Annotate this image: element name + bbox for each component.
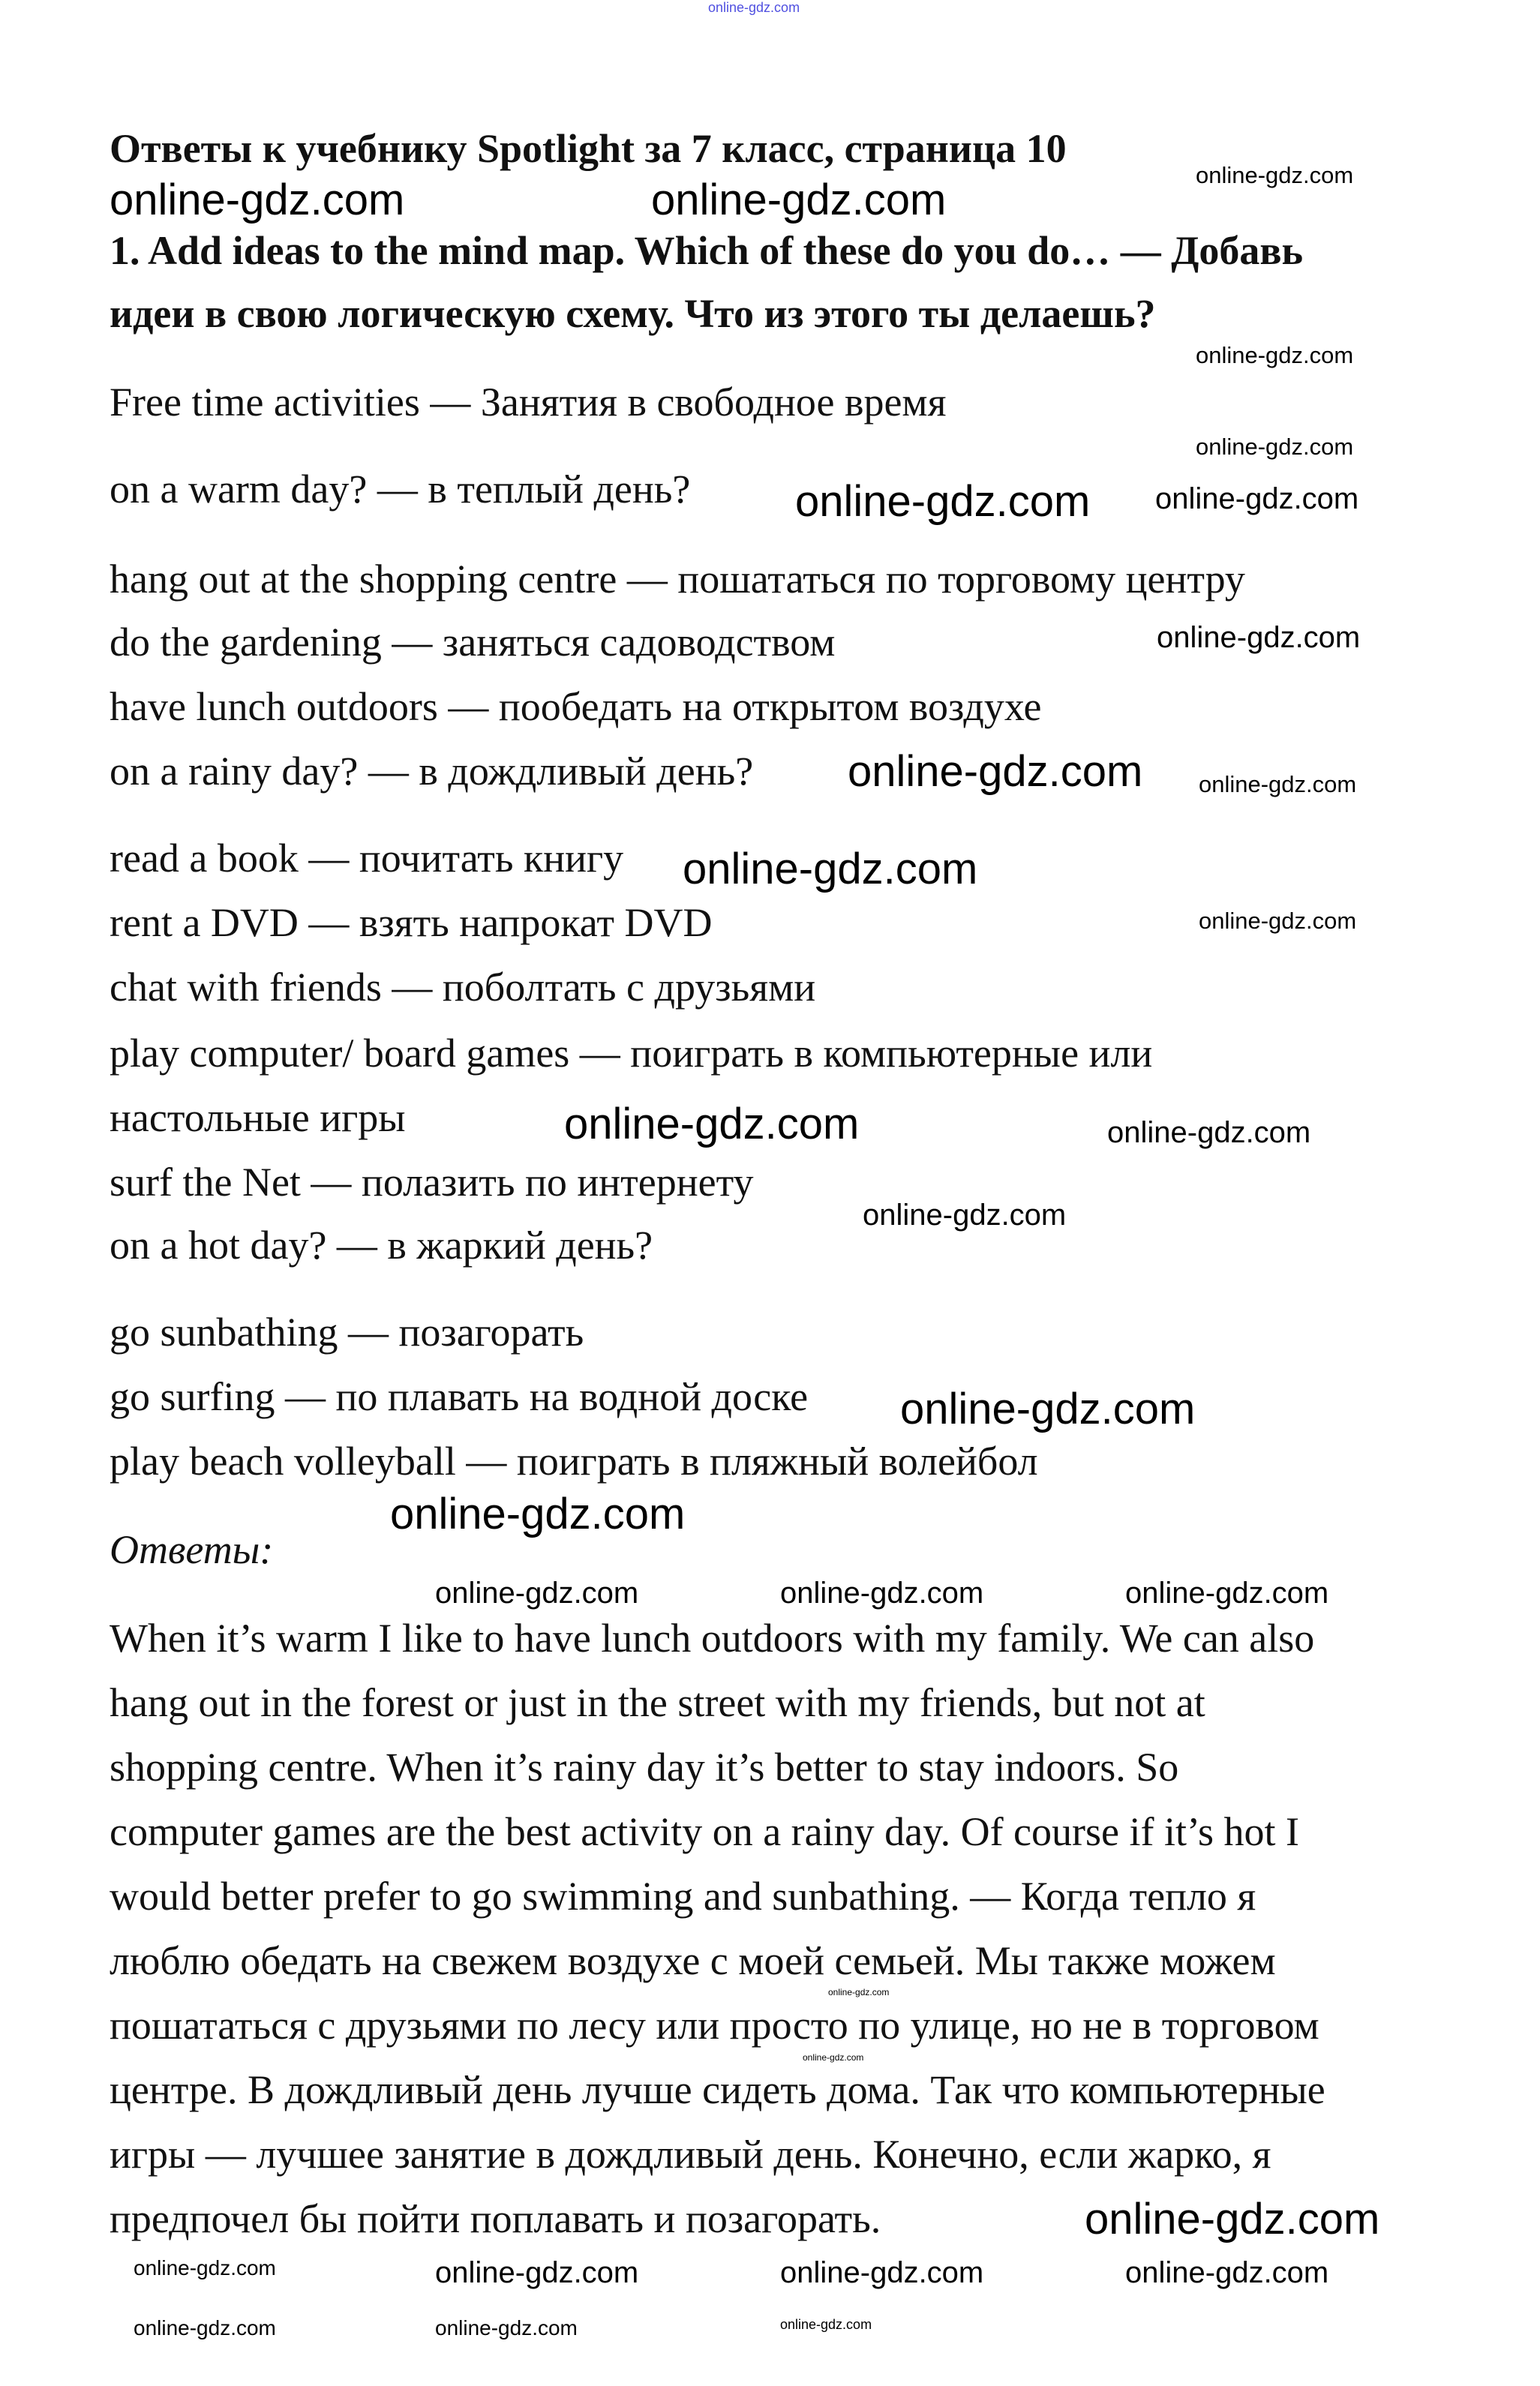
watermark: online-gdz.com (780, 1577, 984, 1610)
watermark: online-gdz.com (134, 2316, 276, 2339)
page-title: Ответы к учебнику Spotlight за 7 класс, страница 10 (110, 126, 1067, 171)
watermark: online-gdz.com (848, 747, 1143, 796)
vocab-line: настольные игры (110, 1095, 406, 1140)
answer-line: центре. В дождливый день лучше сидеть дома. Так что компьютерные (110, 2067, 1325, 2112)
answer-line: предпочел бы пойти поплавать и позагорать. (110, 2196, 881, 2241)
watermark: online-gdz.com (1196, 434, 1354, 460)
vocab-line: on a warm day? — в теплый день? (110, 467, 691, 512)
watermark: online-gdz.com (435, 2256, 639, 2289)
watermark: online-gdz.com (1196, 162, 1354, 188)
vocab-line: on a hot day? — в жаркий день? (110, 1223, 653, 1268)
answer-line: shopping centre. When it’s rainy day it’s better to stay indoors. So (110, 1745, 1179, 1790)
answer-line: пошататься с друзьями по лесу или просто по улице, но не в торговом (110, 2003, 1319, 2048)
vocab-line: play computer/ board games — поиграть в компьютерные или (110, 1031, 1153, 1076)
vocab-line: on a rainy day? — в дождливый день? (110, 749, 754, 794)
watermark: online-gdz.com (134, 2256, 276, 2279)
vocab-line: play beach volleyball — поиграть в пляжный волейбол (110, 1439, 1038, 1484)
watermark: online-gdz.com (1199, 908, 1357, 934)
watermark: online-gdz.com (780, 2317, 872, 2332)
watermark: online-gdz.com (1125, 2256, 1329, 2289)
watermark: online-gdz.com (110, 176, 405, 224)
watermark: online-gdz.com (1125, 1577, 1329, 1610)
watermark: online-gdz.com (795, 477, 1091, 526)
answers-label: Ответы: (110, 1527, 274, 1572)
watermark: online-gdz.com (435, 1577, 639, 1610)
vocab-line: do the gardening — заняться садоводством (110, 620, 836, 665)
vocab-line: go sunbathing — позагорать (110, 1310, 584, 1355)
watermark: online-gdz.com (803, 2052, 864, 2063)
vocab-line: have lunch outdoors — пообедать на открытом воздухе (110, 684, 1042, 729)
task-heading-line-1: 1. Add ideas to the mind map. Which of these do you do… — Добавь (110, 228, 1304, 273)
vocab-line: go surfing — по плавать на водной доске (110, 1374, 809, 1419)
watermark: online-gdz.com (863, 1199, 1067, 1232)
watermark: online-gdz.com (435, 2316, 578, 2339)
watermark: online-gdz.com (1199, 771, 1357, 797)
watermark: online-gdz.com (390, 1490, 686, 1538)
watermark: online-gdz.com (828, 1987, 890, 1997)
answer-line: hang out in the forest or just in the street with my friends, but not at (110, 1680, 1205, 1725)
vocab-line: read a book — почитать книгу (110, 836, 624, 881)
watermark: online-gdz.com (1196, 342, 1354, 368)
watermark: online-gdz.com (564, 1100, 860, 1148)
watermark: online-gdz.com (780, 2256, 984, 2289)
watermark: online-gdz.com (1107, 1116, 1311, 1149)
vocab-line: Free time activities — Занятия в свободное время (110, 380, 947, 425)
watermark: online-gdz.com (900, 1385, 1196, 1433)
watermark: online-gdz.com (1085, 2195, 1380, 2243)
vocab-line: rent a DVD — взять напрокат DVD (110, 900, 713, 945)
watermark: online-gdz.com (1155, 482, 1359, 515)
answer-line: When it’s warm I like to have lunch outdoors with my family. We can also (110, 1616, 1315, 1661)
answer-line: игры — лучшее занятие в дождливый день. Конечно, если жарко, я (110, 2132, 1271, 2177)
watermark: online-gdz.com (683, 845, 978, 893)
vocab-line: chat with friends — поболтать с друзьями (110, 965, 816, 1010)
watermark: online-gdz.com (708, 0, 800, 15)
watermark: online-gdz.com (1157, 621, 1361, 654)
answer-line: люблю обедать на свежем воздухе с моей семьей. Мы также можем (110, 1938, 1276, 1983)
watermark: online-gdz.com (651, 176, 947, 224)
vocab-line: surf the Net — полазить по интернету (110, 1160, 754, 1205)
answer-line: would better prefer to go swimming and sunbathing. — Когда тепло я (110, 1874, 1256, 1919)
answer-line: computer games are the best activity on a rainy day. Of course if it’s hot I (110, 1809, 1299, 1854)
task-heading-line-2: идеи в свою логическую схему. Что из этого ты делаешь? (110, 291, 1156, 336)
vocab-line: hang out at the shopping centre — пошататься по торговому центру (110, 557, 1245, 602)
